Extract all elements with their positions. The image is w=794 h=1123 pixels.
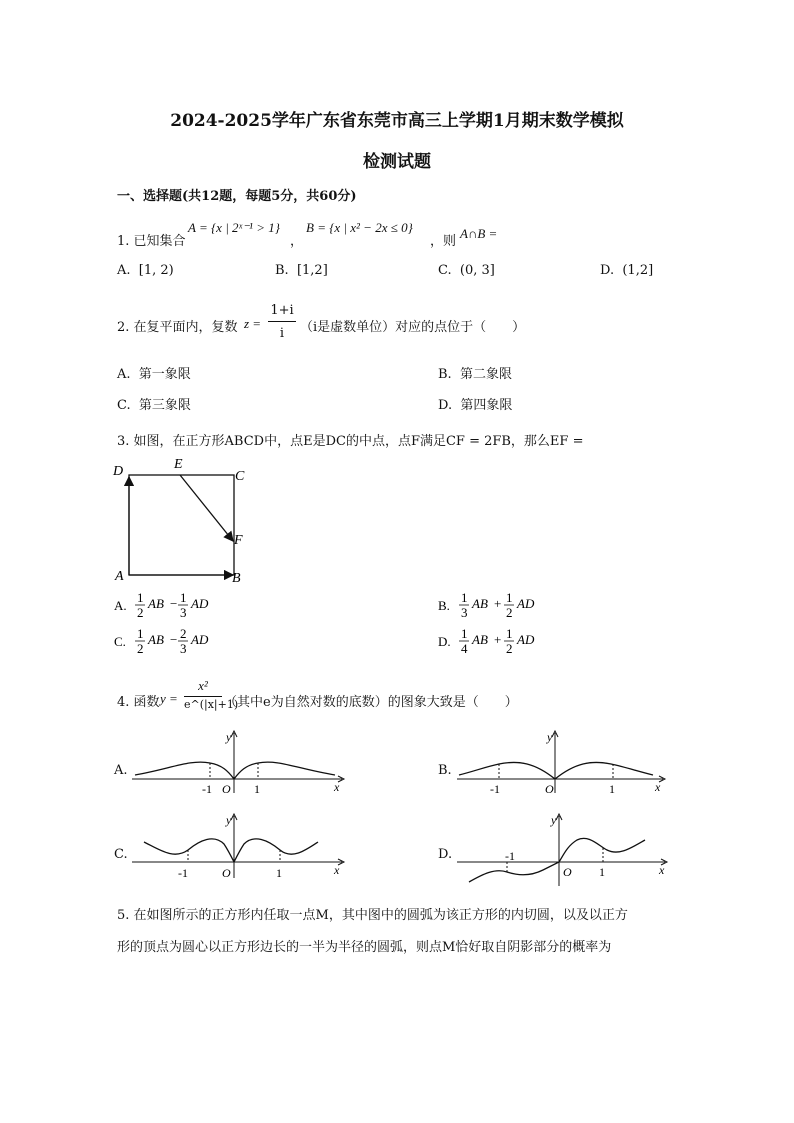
q3-option-c-label: C. (114, 634, 126, 649)
coef-num: 1 (180, 590, 187, 605)
q5-line2: 形的顶点为圆心以正方形边长的一半为半径的圆弧，则点M恰好取自阴影部分的概率为 (117, 940, 612, 955)
graph-a (130, 727, 350, 797)
vector-ad-text: AD (517, 632, 535, 647)
option-text: 第四象限 (460, 398, 513, 413)
coef-num: 1 (137, 590, 144, 605)
q2-z: z = (244, 316, 262, 331)
coef-den: 2 (506, 641, 513, 656)
axis-y-label: y (226, 813, 232, 827)
axis-y-label: y (551, 813, 557, 827)
q2-numerator: 1+i (270, 303, 294, 318)
curve-d (469, 838, 645, 882)
axis-x-label: x (659, 863, 665, 877)
label-f: F (234, 533, 243, 548)
origin-label: O (545, 782, 554, 796)
tick-1: 1 (254, 782, 260, 796)
q2-option-a (117, 363, 191, 382)
coef-num: 1 (506, 626, 513, 641)
coef-den: 3 (180, 641, 187, 656)
option-label: D. (438, 398, 453, 413)
section-heading: 一、选择题(共12题，每题5分，共60分) (117, 189, 357, 204)
option-label: B. (438, 367, 452, 382)
tick-neg1: -1 (202, 782, 212, 796)
vector-ad-text: AD (191, 632, 209, 647)
q4-option-c-label: C. (114, 847, 128, 862)
q1-option-b (275, 263, 328, 278)
fraction-bar (268, 321, 296, 322)
q4-numerator: x² (198, 678, 208, 693)
option-text: 第三象限 (138, 398, 191, 413)
axis-y-label: y (226, 730, 232, 744)
q1-set-a: A = {x | 2ˣ⁻¹ > 1} (188, 220, 280, 235)
vector-ab-text: AB (148, 596, 164, 611)
q2-option-d (438, 394, 512, 413)
tick-neg1: -1 (505, 849, 515, 863)
tick-1: 1 (599, 865, 605, 879)
q1-suffix: ，则 (430, 234, 457, 249)
square-outline (129, 475, 234, 575)
origin-label: O (222, 782, 231, 796)
coef-num: 1 (461, 626, 468, 641)
axis-x-label: x (334, 863, 340, 877)
q4-y: y = (160, 691, 178, 706)
q4-option-b-label: B. (438, 763, 452, 778)
axis-y-label: y (547, 730, 553, 744)
graph-c (130, 810, 350, 882)
square-figure (110, 455, 250, 587)
curve-b (459, 762, 653, 779)
q1-prefix: 1. 已知集合 (117, 234, 186, 249)
option-text: (0, 3] (459, 263, 495, 278)
q1-set-b: B = {x | x² − 2x ≤ 0} (306, 220, 413, 235)
coef-num: 2 (180, 626, 187, 641)
page-title-line2: 检测试题 (363, 152, 431, 172)
option-text: 第二象限 (459, 367, 512, 382)
option-text: [1, 2) (138, 263, 174, 278)
option-label: C. (438, 263, 452, 278)
q3-option-b-label: B. (438, 598, 450, 613)
coef-den: 2 (137, 605, 144, 620)
coef-num: 1 (506, 590, 513, 605)
q4-option-d-label: D. (438, 847, 453, 862)
coef-den: 3 (461, 605, 468, 620)
coef-num: 1 (461, 590, 468, 605)
q2-option-b (438, 363, 512, 382)
coef-den: 2 (506, 605, 513, 620)
q1-comma: ， (290, 234, 304, 249)
option-text: (1,2] (622, 263, 654, 278)
graph-d (455, 810, 675, 890)
operator: − (170, 632, 178, 647)
label-d: D (113, 464, 124, 479)
vector-ad-text: AD (191, 596, 209, 611)
q3-option-d-label: D. (438, 634, 451, 649)
curve-a (135, 762, 335, 779)
option-label: A. (117, 263, 131, 278)
q4-option-a-label: A. (114, 763, 128, 778)
operator: + (494, 632, 502, 647)
vector-ab-text: AB (472, 596, 488, 611)
q2-suffix: （i是虚数单位）对应的点位于（ ） (300, 320, 526, 335)
origin-label: O (222, 866, 231, 880)
tick-1: 1 (609, 782, 615, 796)
q2-denominator: i (279, 326, 285, 341)
coef-num: 1 (137, 626, 144, 641)
q3-options-left (112, 588, 352, 660)
operator: − (170, 596, 178, 611)
origin-label: O (563, 865, 572, 879)
page-title: 2024-2025学年广东省东莞市高三上学期1月期末数学模拟 (170, 111, 624, 131)
option-label: B. (275, 263, 289, 278)
q2-prefix: 2. 在复平面内，复数 (117, 320, 238, 335)
vector-ab-text: AB (148, 632, 164, 647)
tick-neg1: -1 (178, 866, 188, 880)
q3-options-right (436, 588, 676, 660)
q2-option-c (117, 394, 191, 413)
q3-option-a-label: A. (114, 598, 127, 613)
q3-text: 3. 如图，在正方形ABCD中，点E是DC的中点，点F满足CF = 2FB，那么EF = (117, 434, 584, 449)
coef-den: 2 (137, 641, 144, 656)
option-label: C. (117, 398, 131, 413)
coef-den: 4 (461, 641, 468, 656)
option-text: 第一象限 (138, 367, 191, 382)
label-c: C (235, 469, 245, 484)
operator: + (494, 596, 502, 611)
graph-b (455, 727, 675, 797)
tick-1: 1 (276, 866, 282, 880)
q1-option-a (117, 263, 174, 278)
axis-x-label: x (334, 780, 340, 794)
axis-x-label: x (655, 780, 661, 794)
vector-ef (180, 475, 233, 541)
q1-option-c (438, 263, 495, 278)
vector-ab-text: AB (472, 632, 488, 647)
label-b: B (232, 571, 241, 586)
coef-den: 3 (180, 605, 187, 620)
curve-c (144, 839, 318, 862)
q4-prefix: 4. 函数 (117, 695, 160, 710)
q1-expression: A∩B = (460, 226, 498, 241)
q4-denominator: e^(|x|+1) (184, 698, 239, 711)
tick-neg1: -1 (490, 782, 500, 796)
option-text: [1,2] (296, 263, 328, 278)
fraction-bar (184, 696, 222, 697)
label-a: A (115, 569, 124, 584)
option-label: A. (117, 367, 131, 382)
vector-ad-text: AD (517, 596, 535, 611)
option-label: D. (600, 263, 615, 278)
label-e: E (174, 457, 183, 472)
q1-option-d (600, 263, 653, 278)
q5-line1: 5. 在如图所示的正方形内任取一点M，其中图中的圆弧为该正方形的内切圆，以及以正方 (117, 908, 628, 923)
q4-suffix: （其中e为自然对数的底数）的图象大致是（ ） (224, 695, 518, 710)
